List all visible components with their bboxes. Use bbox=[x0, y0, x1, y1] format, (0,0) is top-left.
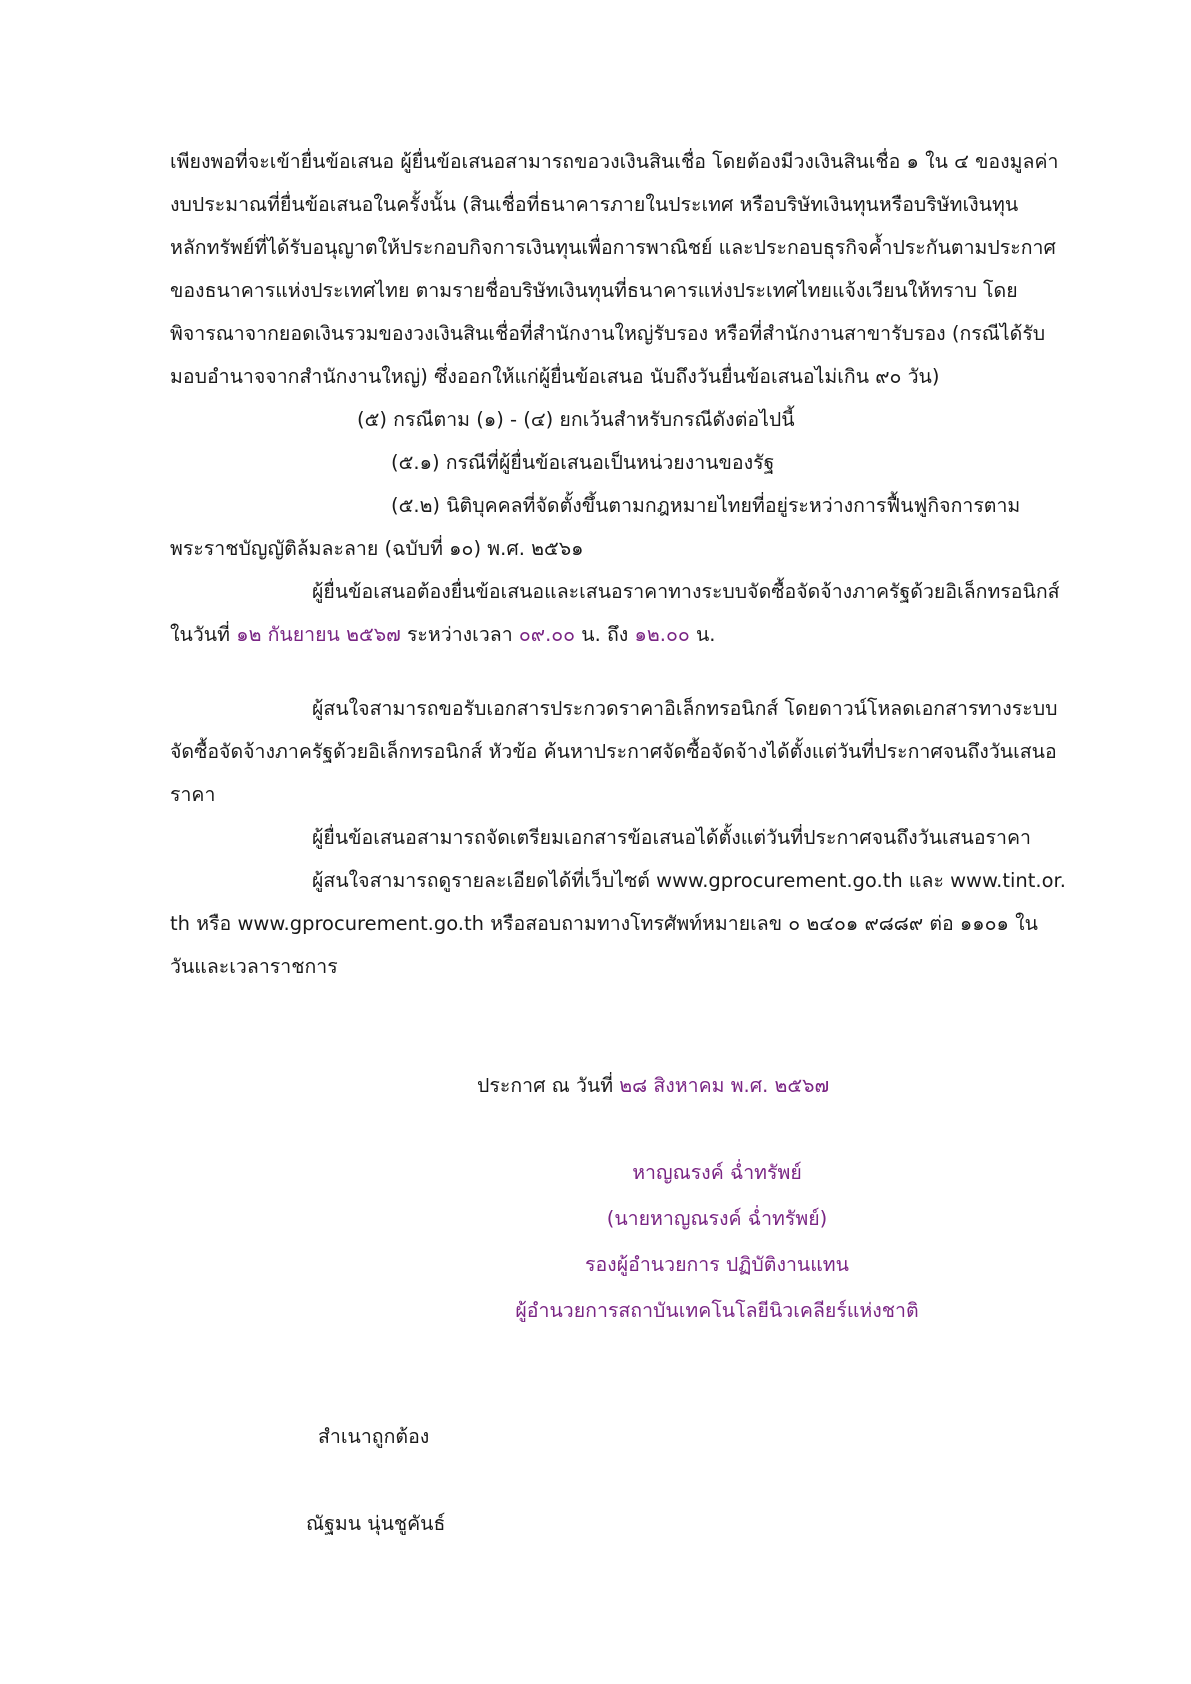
announcement-prefix: ประกาศ ณ วันที่ bbox=[477, 1074, 620, 1097]
item-5-1: (๕.๑) กรณีที่ผู้ยื่นข้อเสนอเป็นหน่วยงานของรัฐ bbox=[391, 451, 775, 474]
paragraph-line: งบประมาณที่ยื่นข้อเสนอในครั้งนั้น (สินเชื่อที่ธนาคารภายในประเทศ หรือบริษัทเงินทุนหรือบริษัทเงินทุน bbox=[170, 193, 1019, 216]
signature-full-name: (นายหาญณรงค์ ฉ่ำทรัพย์) bbox=[606, 1207, 828, 1230]
download-paragraph-line: จัดซื้อจัดจ้างภาครัฐด้วยอิเล็กทรอนิกส์ หัวข้อ ค้นหาประกาศจัดซื้อจัดจ้างได้ตั้งแต่วันที่ประกาศจนถึงวันเสนอ bbox=[170, 740, 1057, 763]
submission-text: น. ถึง bbox=[575, 623, 635, 646]
item-5-2: (๕.๒) นิติบุคคลที่จัดตั้งขึ้นตามกฎหมายไทยที่อยู่ระหว่างการฟื้นฟูกิจการตาม bbox=[391, 494, 1021, 517]
contact-paragraph-line: ผู้สนใจสามารถดูรายละเอียดได้ที่เว็บไซต์ www.gprocurement.go.th และ www.tint.or. bbox=[312, 869, 1066, 892]
submission-date: ๑๒ กันยายน ๒๕๖๗ bbox=[236, 623, 401, 646]
submission-date-line bbox=[170, 623, 716, 646]
announcement-date: ๒๘ สิงหาคม พ.ศ. ๒๕๖๗ bbox=[619, 1074, 830, 1097]
download-paragraph-line: ผู้สนใจสามารถขอรับเอกสารประกวดราคาอิเล็กทรอนิกส์ โดยดาวน์โหลดเอกสารทางระบบ bbox=[312, 697, 1058, 720]
paragraph-line: ของธนาคารแห่งประเทศไทย ตามรายชื่อบริษัทเงินทุนที่ธนาคารแห่งประเทศไทยแจ้งเวียนให้ทราบ โดย bbox=[170, 279, 1018, 302]
submission-text: ระหว่างเวลา bbox=[400, 623, 519, 646]
signature-name: หาญณรงค์ ฉ่ำทรัพย์ bbox=[632, 1161, 802, 1184]
submission-text: ในวันที่ bbox=[170, 623, 237, 646]
copy-certifier-name: ณัฐมน นุ่นชูคันธ์ bbox=[306, 1512, 446, 1535]
contact-paragraph-line: th หรือ www.gprocurement.go.th หรือสอบถามทางโทรศัพท์หมายเลข ๐ ๒๔๐๑ ๙๘๘๙ ต่อ ๑๑๐๑ ใน bbox=[170, 912, 1038, 935]
copy-certified-label: สำเนาถูกต้อง bbox=[318, 1425, 430, 1448]
contact-paragraph-line: วันและเวลาราชการ bbox=[170, 955, 338, 978]
submission-text: ผู้ยื่นข้อเสนอต้องยื่นข้อเสนอและเสนอราคาทางระบบจัดซื้อจัดจ้างภาครัฐด้วยอิเล็กทรอนิกส์ bbox=[312, 580, 1060, 603]
item-5-2-cont: พระราชบัญญัติล้มละลาย (ฉบับที่ ๑๐) พ.ศ. ๒๕๖๑ bbox=[170, 537, 584, 560]
paragraph-line: มอบอำนาจจากสำนักงานใหญ่) ซึ่งออกให้แก่ผู้ยื่นข้อเสนอ นับถึงวันยื่นข้อเสนอไม่เกิน ๙๐ วัน) bbox=[170, 365, 940, 388]
submission-text: น. bbox=[689, 623, 716, 646]
submission-time-end: ๑๒.๐๐ bbox=[634, 623, 690, 646]
download-paragraph-line: ราคา bbox=[170, 783, 216, 806]
paragraph-line: เพียงพอที่จะเข้ายื่นข้อเสนอ ผู้ยื่นข้อเสนอสามารถขอวงเงินสินเชื่อ โดยต้องมีวงเงินสินเชื่อ ๑ ใน ๔ ของมูลค่า bbox=[170, 150, 1059, 173]
paragraph-line: หลักทรัพย์ที่ได้รับอนุญาตให้ประกอบกิจการเงินทุนเพื่อการพาณิชย์ และประกอบธุรกิจค้ำประกันตามประกาศ bbox=[170, 236, 1056, 259]
prepare-paragraph: ผู้ยื่นข้อเสนอสามารถจัดเตรียมเอกสารข้อเสนอได้ตั้งแต่วันที่ประกาศจนถึงวันเสนอราคา bbox=[312, 826, 1031, 849]
submission-time-start: ๐๙.๐๐ bbox=[518, 623, 576, 646]
signature-position: ผู้อำนวยการสถาบันเทคโนโลยีนิวเคลียร์แห่งชาติ bbox=[515, 1299, 919, 1322]
paragraph-line: พิจารณาจากยอดเงินรวมของวงเงินสินเชื่อที่สำนักงานใหญ่รับรอง หรือที่สำนักงานสาขารับรอง (กรณีได้รับ bbox=[170, 322, 1046, 345]
item-5: (๕) กรณีตาม (๑) - (๔) ยกเว้นสำหรับกรณีดังต่อไปนี้ bbox=[357, 408, 795, 431]
signature-position: รองผู้อำนวยการ ปฏิบัติงานแทน bbox=[585, 1253, 849, 1276]
announcement-date-line bbox=[477, 1074, 829, 1097]
